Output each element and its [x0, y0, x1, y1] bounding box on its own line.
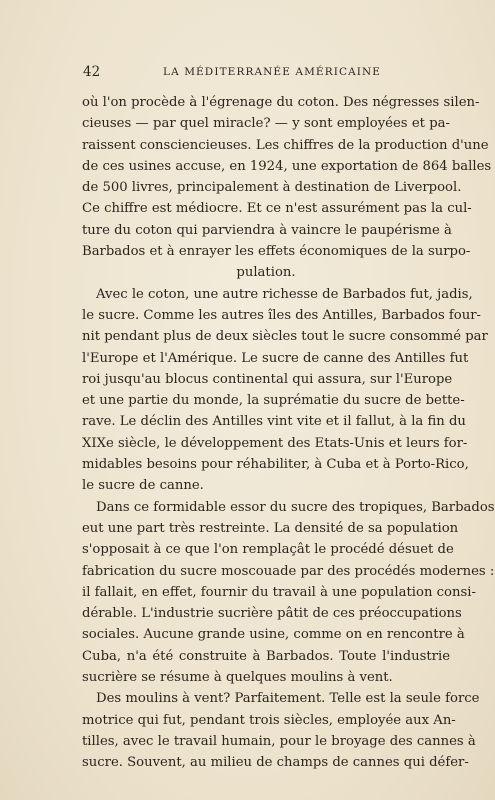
text-line: s'opposait à ce que l'on remplaçât le procédé désuet de [82, 542, 454, 558]
text-line: l'Europe et l'Amérique. Le sucre de canne des Antilles fut [82, 350, 469, 366]
text-line: Cuba, n'a été construite à Barbados. Toute l'industrie [82, 648, 450, 664]
text-line: motrice qui fut, pendant trois siècles, employée aux An- [82, 712, 456, 728]
text-line: fabrication du sucre moscouade par des procédés modernes : [82, 563, 495, 579]
text-line: Ce chiffre est médiocre. Et ce n'est assurément pas la cul- [82, 201, 472, 217]
text-line: et une partie du monde, la suprématie du sucre de bette- [82, 393, 465, 409]
text-line: Barbados et à enrayer les effets économiques de la surpo- [82, 244, 471, 260]
text-line: pulation. [236, 265, 296, 281]
text-line: le sucre. Comme les autres îles des Antilles, Barbados four- [82, 307, 481, 323]
page-number: 42 [83, 64, 101, 80]
text-line: midables besoins pour réhabiliter, à Cuba et à Porto-Rico, [82, 457, 469, 473]
text-line: il fallait, en effet, fournir du travail à une population consi- [82, 584, 476, 600]
text-line: sociales. Aucune grande usine, comme on en rencontre à [82, 627, 465, 643]
text-line: de ces usines accuse, en 1924, une exportation de 864 balles [82, 158, 492, 174]
text-line: tilles, avec le travail humain, pour le broyage des cannes à [82, 733, 476, 749]
text-line: Des moulins à vent? Parfaitement. Telle est la seule force [96, 691, 480, 707]
text-line: dérable. L'industrie sucrière pâtit de ces préoccupations [82, 606, 462, 622]
text-line: raissent consciencieuses. Les chiffres de la production d'une [82, 137, 489, 153]
text-line: où l'on procède à l'égrenage du coton. Des négresses silen- [82, 95, 480, 110]
text-line: de 500 livres, principalement à destination de Liverpool. [82, 180, 462, 196]
page-header [83, 64, 446, 84]
text-line: Avec le coton, une autre richesse de Barbados fut, jadis, [96, 286, 473, 302]
text-line: roi jusqu'au blocus continental qui assura, sur l'Europe [82, 371, 453, 387]
text-line: ture du coton qui parviendra à vaincre le paupérisme à [82, 222, 452, 238]
text-line: cieuses — par quel miracle? — y sont employées et pa- [82, 116, 450, 132]
text-line: sucrière se résume à quelques moulins à vent. [82, 670, 393, 686]
text-line: le sucre de canne. [82, 478, 204, 494]
text-line: sucre. Souvent, au milieu de champs de cannes qui défer- [82, 755, 469, 771]
body-text [82, 92, 495, 774]
text-line: Dans ce formidable essor du sucre des tropiques, Barbados [96, 499, 495, 515]
text-line: eut une part très restreinte. La densité de sa population [82, 520, 459, 536]
running-title: LA MÉDITERRANÉE AMÉRICAINE [163, 66, 382, 78]
text-line: XIXe siècle, le développement des Etats-Unis et leurs for- [82, 435, 468, 451]
text-line: rave. Le déclin des Antilles vint vite et il fallut, à la fin du [82, 414, 466, 430]
text-line: nit pendant plus de deux siècles tout le sucre consommé par [82, 329, 488, 345]
